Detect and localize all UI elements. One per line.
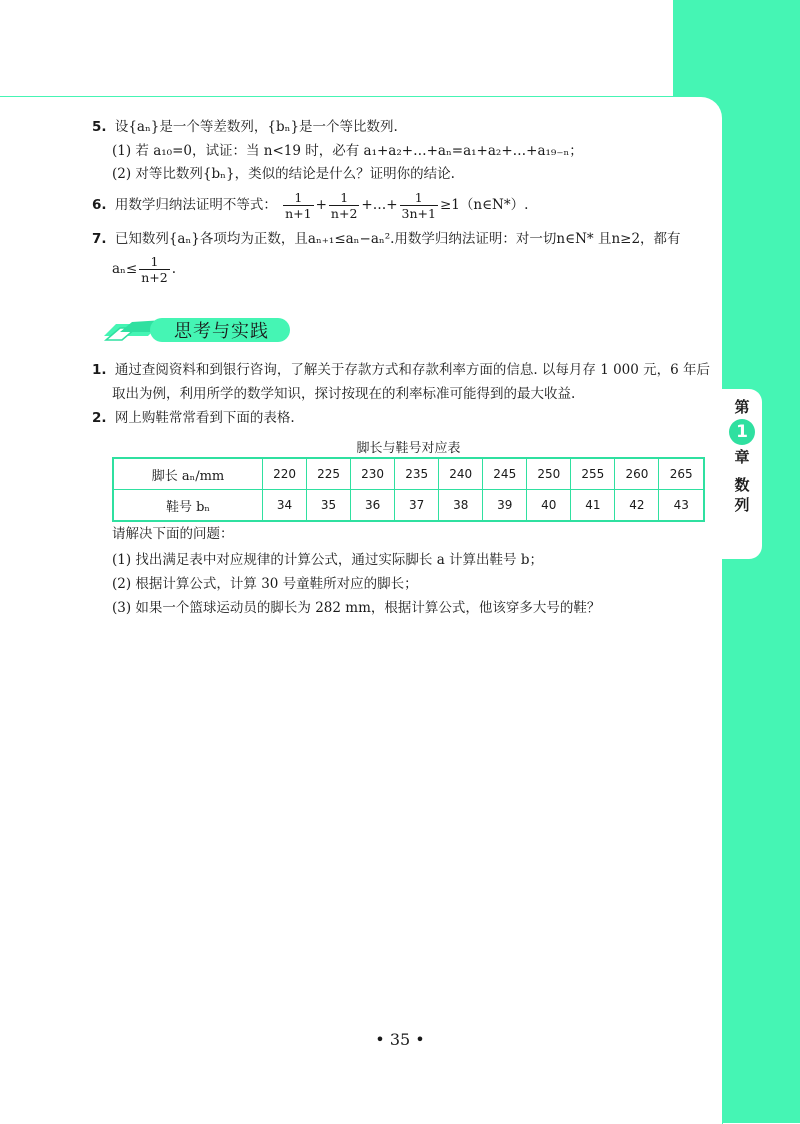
fraction-3-num: 1 <box>400 190 438 206</box>
chapter-topic-1: 数 <box>734 476 750 494</box>
fraction-2-num: 1 <box>329 190 359 206</box>
table-cell: 43 <box>659 490 704 522</box>
table-cell: 260 <box>615 458 659 490</box>
row-header-shoe-size: 鞋号 bₙ <box>113 490 263 522</box>
table-cell: 39 <box>483 490 527 522</box>
row-header-foot-length: 脚长 aₙ/mm <box>113 458 263 490</box>
practice-2 <box>92 408 712 428</box>
exercise-6-number: 6. <box>92 197 107 213</box>
practice-1 <box>92 360 712 380</box>
fraction-1 <box>283 190 313 221</box>
practice-1-line-2: 取出为例，利用所学的数学知识，探讨按现在的利率标准可能得到的最大收益. <box>112 386 576 402</box>
fraction-3 <box>400 190 438 221</box>
chapter-tab <box>722 388 763 560</box>
table-row-shoe-size <box>113 490 704 522</box>
chapter-number-badge: 1 <box>729 419 755 445</box>
fraction-2-den: n+2 <box>330 206 358 221</box>
table-cell: 36 <box>351 490 395 522</box>
fraction-4 <box>139 254 169 285</box>
table-cell: 250 <box>527 458 571 490</box>
top-margin <box>0 0 673 96</box>
chapter-prefix: 第 <box>734 398 750 416</box>
exercise-7-line-2-tail: . <box>171 261 176 277</box>
practice-1-number: 1. <box>92 362 107 378</box>
exercise-6-lead: 用数学归纳法证明不等式： <box>114 197 277 213</box>
fraction-4-num: 1 <box>139 254 169 270</box>
exercise-5-text: 设{aₙ}是一个等差数列，{bₙ}是一个等比数列. <box>114 119 398 135</box>
exercise-5-number: 5. <box>92 119 107 135</box>
table-cell: 35 <box>307 490 351 522</box>
exercise-6-mid: +…+ <box>361 197 398 213</box>
fraction-1-den: n+1 <box>285 206 312 221</box>
table-cell: 34 <box>263 490 307 522</box>
table-cell: 245 <box>483 458 527 490</box>
table-caption: 脚长与鞋号对应表 <box>356 441 461 456</box>
table-cell: 265 <box>659 458 704 490</box>
exercise-7 <box>92 229 712 249</box>
fraction-4-den: n+2 <box>141 270 168 285</box>
exercise-5 <box>92 117 712 137</box>
exercise-7-line-2-lead: aₙ≤ <box>112 261 138 277</box>
table-cell: 37 <box>395 490 439 522</box>
exercise-5-part-2: (2) 对等比数列{bₙ}，类似的结论是什么？证明你的结论. <box>112 166 455 182</box>
practice-2-number: 2. <box>92 410 107 426</box>
fraction-3-den: 3n+1 <box>401 206 436 221</box>
section-header <box>102 314 292 344</box>
page-number: • 35 • <box>375 1030 425 1049</box>
table-cell: 225 <box>307 458 351 490</box>
table-cell: 220 <box>263 458 307 490</box>
exercise-5-part-1: (1) 若 a₁₀=0，试证：当 n<19 时，必有 a₁+a₂+…+aₙ=a₁+a₂+…+a₁₉₋ₙ； <box>112 143 583 159</box>
table-cell: 38 <box>439 490 483 522</box>
practice-1-line-1: 通过查阅资料和到银行咨询，了解关于存款方式和存款利率方面的信息. 以每月存 1 000 元，6 年后 <box>114 362 711 378</box>
chapter-suffix: 章 <box>734 448 750 466</box>
table-cell: 240 <box>439 458 483 490</box>
table-row-foot-length <box>113 458 704 490</box>
exercise-7-line-1: 已知数列{aₙ}各项均为正数，且aₙ₊₁≤aₙ−aₙ².用数学归纳法证明：对一切n∈N* 且n≥2，都有 <box>114 231 681 247</box>
question-2: (2) 根据计算公式，计算 30 号童鞋所对应的脚长； <box>112 576 418 592</box>
table-cell: 42 <box>615 490 659 522</box>
table-cell: 235 <box>395 458 439 490</box>
foot-shoe-table <box>112 457 705 522</box>
chapter-topic-2: 列 <box>734 496 750 514</box>
table-cell: 40 <box>527 490 571 522</box>
exercise-7-number: 7. <box>92 231 107 247</box>
table-cell: 41 <box>571 490 615 522</box>
question-3: (3) 如果一个篮球运动员的脚长为 282 mm，根据计算公式，他该穿多大号的鞋？ <box>112 600 601 616</box>
exercise-6-tail: ≥1（n∈N*）. <box>439 197 529 213</box>
fraction-2 <box>329 190 359 221</box>
table-cell: 230 <box>351 458 395 490</box>
table-cell: 255 <box>571 458 615 490</box>
practice-2-text: 网上购鞋常常看到下面的表格. <box>114 410 295 426</box>
section-title: 思考与实践 <box>174 321 269 342</box>
questions-intro: 请解决下面的问题： <box>112 526 234 542</box>
fraction-1-num: 1 <box>283 190 313 206</box>
question-1: (1) 找出满足表中对应规律的计算公式，通过实际脚长 a 计算出鞋号 b； <box>112 552 543 568</box>
exercise-7-line-2 <box>112 252 712 286</box>
exercise-6: 6. 用数学归纳法证明不等式： $\frac{1}{n+1}$ + $\frac{1}{n+2}$ +…+ $\frac{1}{3n+1}$ ≥1（n∈N*）. <box>92 190 529 221</box>
